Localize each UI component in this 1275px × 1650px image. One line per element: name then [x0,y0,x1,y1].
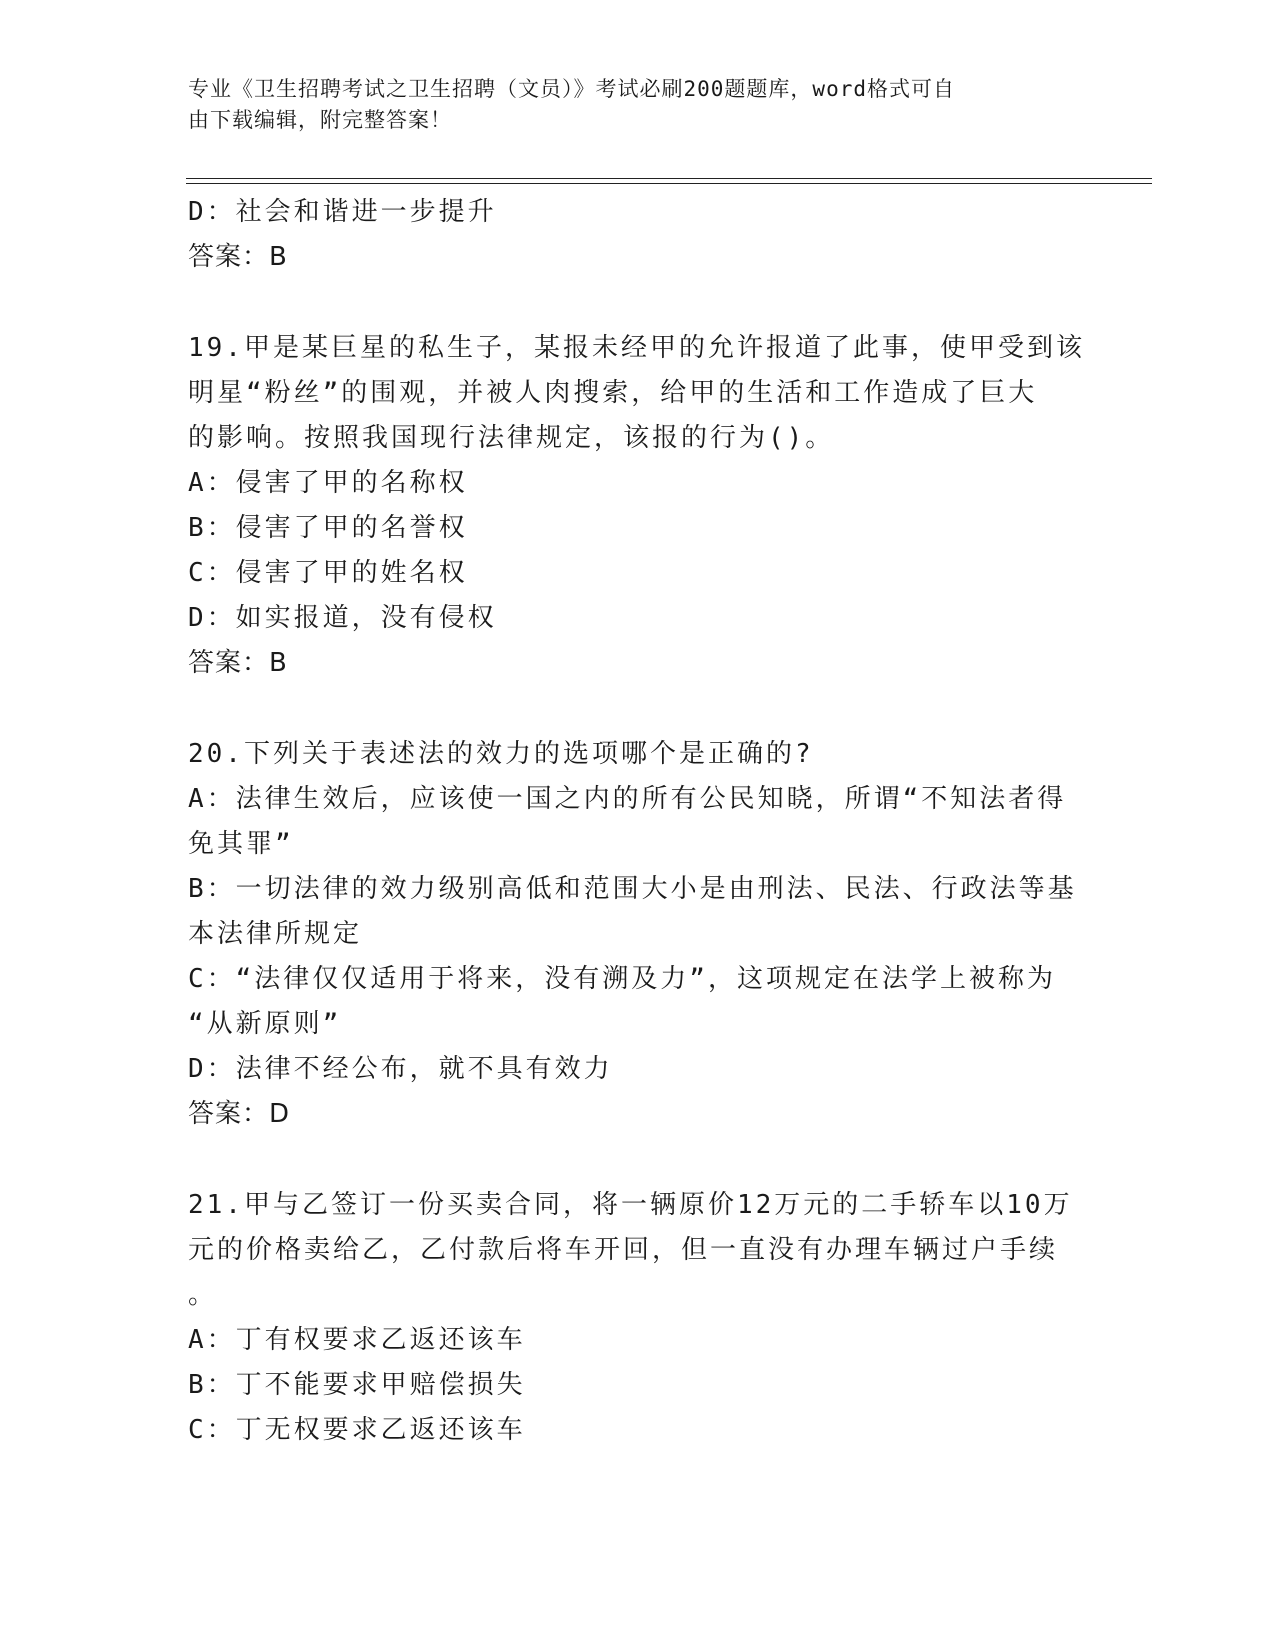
document-body [188,190,1085,1453]
header-rule-bottom [186,183,1152,184]
answer: 答案：B [188,242,288,272]
question-19 [188,326,1085,686]
question-stem-line: 。 [188,1280,218,1310]
option-c: C：丁无权要求乙返还该车 [188,1415,526,1445]
question-stem-line: 明星“粉丝”的围观，并被人肉搜索，给甲的生活和工作造成了巨大 [188,378,1038,408]
question-20 [188,732,1078,1137]
question-stem-line: 21.甲与乙签订一份买卖合同，将一辆原价12万元的二手轿车以10万 [188,1190,1073,1220]
answer: 答案：B [188,648,288,678]
question-stem-line: 19.甲是某巨星的私生子，某报未经甲的允许报道了此事，使甲受到该 [188,333,1085,363]
option-a: A：丁有权要求乙返还该车 [188,1325,526,1355]
option-d: D：法律不经公布，就不具有效力 [188,1054,613,1084]
option-d: D：如实报道，没有侵权 [188,603,497,633]
header-rule-top [186,178,1152,179]
header-line-1: 专业《卫生招聘考试之卫生招聘（文员）》考试必刷200题题库，word格式可自 [188,77,955,101]
option-c: C：侵害了甲的姓名权 [188,558,468,588]
question-stem-line: 20.下列关于表述法的效力的选项哪个是正确的? [188,739,814,769]
option-a: A：侵害了甲的名称权 [188,468,468,498]
document-header [188,74,1068,136]
option-b: B：丁不能要求甲赔偿损失 [188,1370,526,1400]
option-c-line-1: C：“法律仅仅适用于将来，没有溯及力”，这项规定在法学上被称为 [188,964,1056,994]
question-21 [188,1183,1078,1453]
answer: 答案：D [188,1099,291,1129]
question-stem-line: 的影响。按照我国现行法律规定，该报的行为()。 [188,423,835,453]
header-line-2: 由下载编辑，附完整答案！ [188,108,452,132]
option-a-line-2: 免其罪” [188,829,294,859]
question-stem-line: 元的价格卖给乙，乙付款后将车开回，但一直没有办理车辆过户手续 [188,1235,1059,1265]
option-b-line-2: 本法律所规定 [188,919,363,949]
option-b: B：侵害了甲的名誉权 [188,513,468,543]
option-c-line-2: “从新原则” [188,1009,342,1039]
option-a-line-1: A：法律生效后，应该使一国之内的所有公民知晓，所谓“不知法者得 [188,784,1067,814]
option-b-line-1: B：一切法律的效力级别高低和范围大小是由刑法、民法、行政法等基 [188,874,1077,904]
previous-question-tail [188,190,1078,280]
option-d: D：社会和谐进一步提升 [188,197,497,227]
